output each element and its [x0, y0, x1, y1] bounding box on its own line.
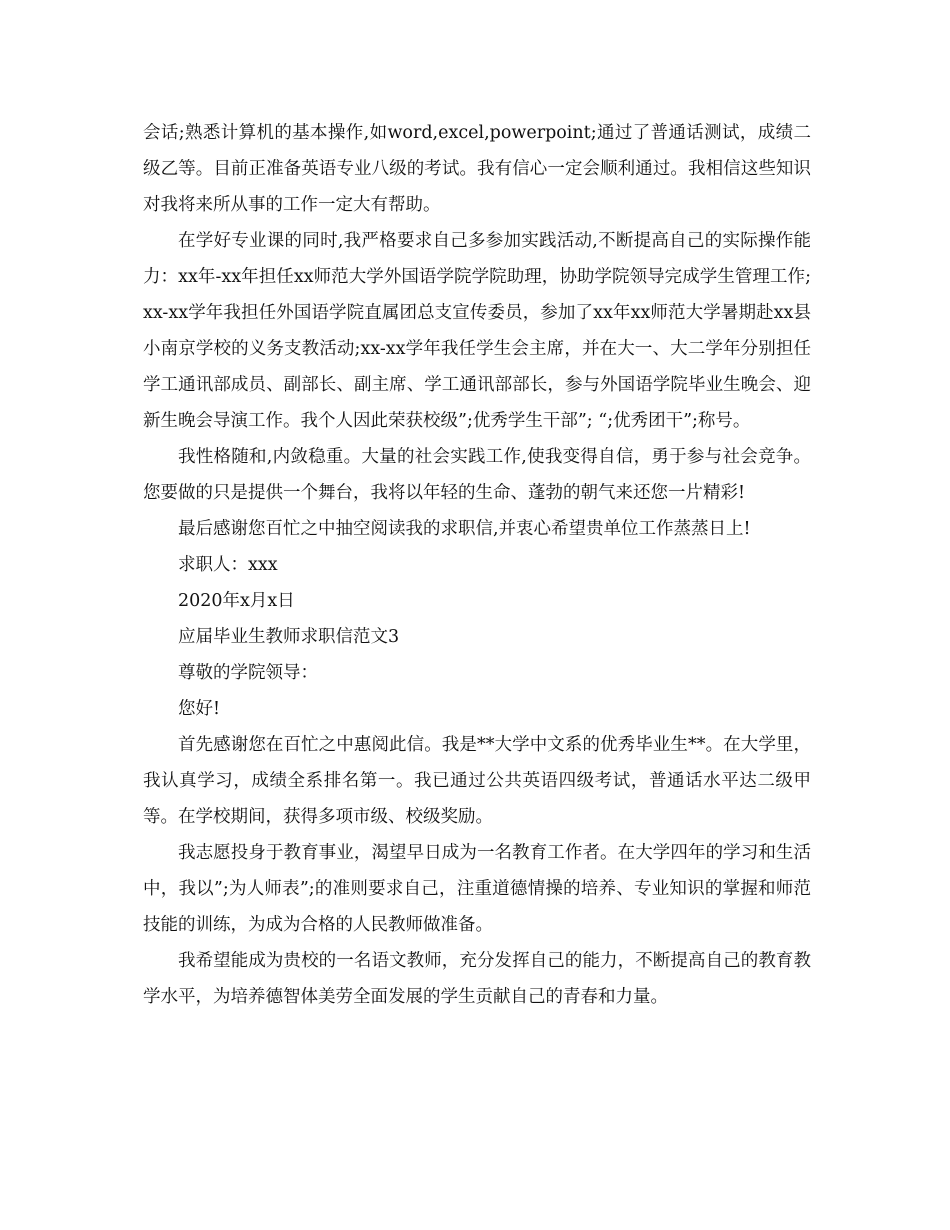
signature-line: 求职人：xxx — [178, 555, 278, 575]
paragraph-continuation: 会话;熟悉计算机的基本操作,如word,excel,powerpoint;通过了普通话测试，成绩二级乙等。目前正准备英语专业八级的考试。我有信心一定会顺利通过。我相信这些知识对我将来所从事的工作一定大有帮助。 — [143, 123, 811, 215]
salutation: 尊敬的学院领导： — [178, 663, 318, 683]
paragraph-practice: 在学好专业课的同时,我严格要求自己多参加实践活动,不断提高自己的实际操作能力：xx年-xx年担任xx师范大学外国语学院学院助理，协助学院领导完成学生管理工作;xx-xx学年我担任外国语学院直属团总支宣传委员，参加了xx年xx师范大学暑期赴xx县小南京学校的义务支教活动;xx-xx学年我任学生会主席，并在大一、大二学年分别担任学工通讯部成员、副部长、副主席、学工通讯部部长，参与外国语学院毕业生晚会、迎新生晚会导演工作。我个人因此荣获校级”;优秀学生干部”; “;优秀团干”;称号。 — [143, 231, 811, 431]
paragraph-intro: 首先感谢您在百忙之中惠阅此信。我是**大学中文系的优秀毕业生**。在大学里，我认真学习，成绩全系排名第一。我已通过公共英语四级考试，普通话水平达二级甲等。在学校期间，获得多项市级、校级奖励。 — [143, 735, 811, 827]
paragraph-goal: 我希望能成为贵校的一名语文教师，充分发挥自己的能力，不断提高自己的教育教学水平，为培养德智体美劳全面发展的学生贡献自己的青春和力量。 — [143, 951, 811, 1007]
paragraph-thanks: 最后感谢您百忙之中抽空阅读我的求职信,并衷心希望贵单位工作蒸蒸日上! — [178, 519, 751, 539]
section-title: 应届毕业生教师求职信范文3 — [178, 627, 400, 647]
paragraph-aspiration: 我志愿投身于教育事业，渴望早日成为一名教育工作者。在大学四年的学习和生活中，我以”;为人师表”;的准则要求自己，注重道德情操的培养、专业知识的掌握和师范技能的训练，为成为合格的人民教师做准备。 — [143, 843, 811, 935]
paragraph-personality: 我性格随和,内敛稳重。大量的社会实践工作,使我变得自信，勇于参与社会竞争。您要做的只是提供一个舞台，我将以年轻的生命、蓬勃的朝气来还您一片精彩! — [143, 447, 811, 503]
date-line: 2020年x月x日 — [178, 591, 295, 611]
greeting: 您好! — [178, 699, 221, 719]
document-body — [143, 115, 811, 1015]
